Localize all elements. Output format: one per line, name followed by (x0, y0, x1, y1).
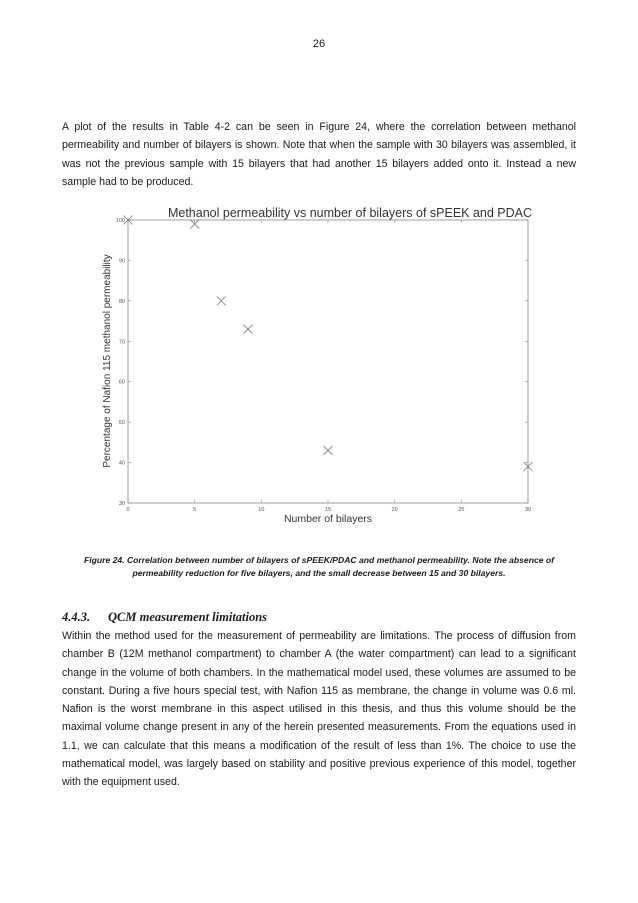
x-tick-label: 20 (391, 507, 398, 513)
figure-24 (100, 198, 540, 526)
chart-title: Methanol permeability vs number of bilayers of sPEEK and PDAC (167, 206, 533, 220)
y-tick-label: 80 (118, 298, 125, 305)
x-tick-label: 0 (126, 507, 130, 513)
y-tick-label: 60 (118, 379, 125, 386)
section-body: Within the method used for the measurement of permeability are limitations. The process of diffusion from chamber B (12M methanol compartment) to chamber A (the water compartment) can lead to a significant change in the volume of both chambers. In the mathematical model used, these volumes are assumed to be constant. During a five hours special test, with Nafion 115 as membrane, the change in volume was 0.6 ml. Nafion is the worst membrane in this aspect utilised in this thesis, and thus this volume should be the maximal volume change present in any of the herein presented measurements. From the equations used in 1.1, we can calculate that this means a modification of the result of less than 1%. The choice to use the mathematical model, was largely based on stability and positive previous experience of this model, together with the equipment used. (62, 630, 576, 789)
y-tick-label: 50 (118, 420, 125, 427)
page-number: 26 (312, 38, 326, 50)
y-tick-label: 90 (118, 258, 125, 265)
x-tick-label: 15 (324, 507, 332, 513)
section-title: QCM measurement limitations (108, 610, 268, 624)
y-tick-label: 100 (115, 218, 125, 224)
scatter-chart (100, 198, 540, 526)
figure-caption: Figure 24. Correlation between number of bilayers of sPEEK/PDAC and methanol permeability. Note the absence of permeability reduction for five bilayers, and the small decrease between 15 and 30 bilayers. (83, 555, 555, 578)
y-tick-label: 40 (118, 460, 125, 467)
x-tick-label: 30 (524, 507, 532, 513)
y-tick-label: 70 (118, 339, 125, 346)
y-tick-label: 30 (118, 501, 125, 507)
x-tick-label: 5 (193, 507, 197, 513)
section-number: 4.4.3. (62, 610, 91, 624)
section-heading (62, 610, 267, 625)
y-axis-label: Percentage of Nafion 115 methanol permeability (102, 254, 113, 468)
intro-paragraph: A plot of the results in Table 4-2 can be seen in Figure 24, where the correlation between methanol permeability and number of bilayers is shown. Note that when the sample with 30 bilayers was assembled, it was not the previous sample with 15 bilayers that had another 15 bilayers added onto it. Instead a new sample had to be produced. (62, 121, 576, 188)
x-axis-label: Number of bilayers (283, 513, 373, 525)
x-tick-label: 25 (458, 507, 465, 513)
x-tick-label: 10 (258, 507, 265, 513)
